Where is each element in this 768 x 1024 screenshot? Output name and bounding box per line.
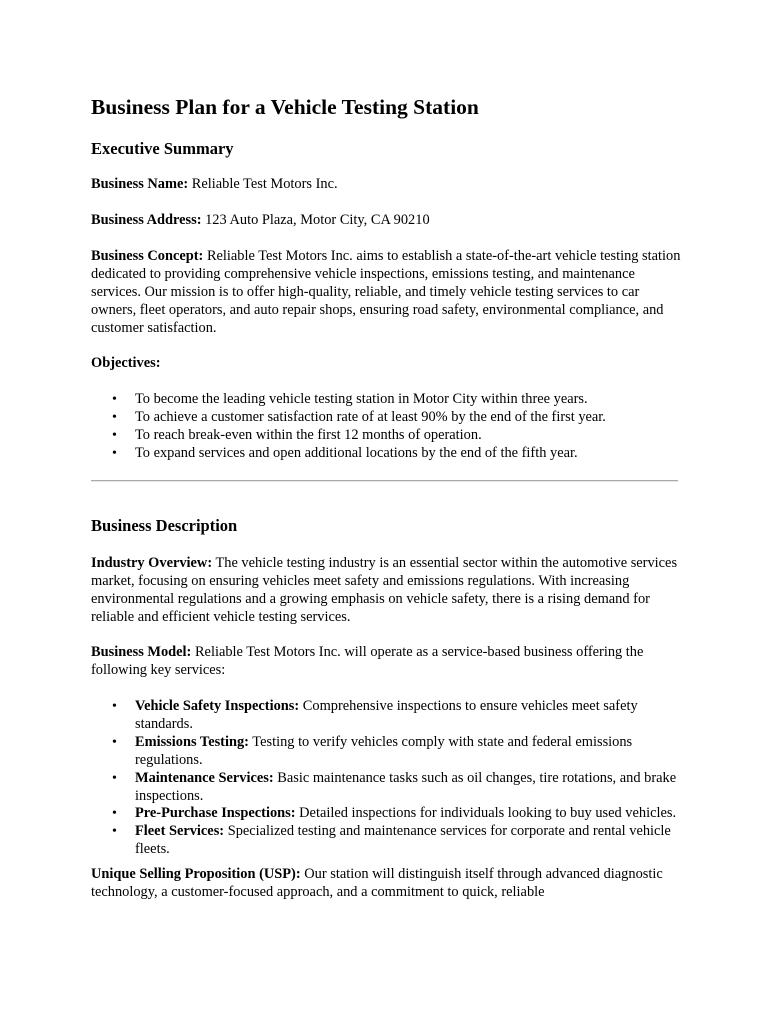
list-item [91, 823, 681, 859]
objective-text: To reach break-even within the first 12 months of operation. [135, 426, 482, 443]
bullet-icon: • [112, 445, 117, 461]
section-divider [91, 480, 678, 482]
service-label: Vehicle Safety Inspections: [135, 698, 300, 714]
objectives-heading [91, 355, 681, 373]
list-item [91, 427, 681, 445]
bullet-icon: • [112, 734, 117, 750]
service-label: Emissions Testing: [135, 733, 249, 750]
business-name-paragraph [91, 176, 681, 194]
business-description-heading: Business Description [91, 516, 238, 535]
bullet-icon: • [112, 770, 117, 786]
business-address-label: Business Address: [91, 212, 202, 228]
business-model-label: Business Model: [91, 644, 192, 660]
list-item [91, 445, 681, 463]
list-item [91, 734, 681, 770]
service-label: Pre-Purchase Inspections: [135, 805, 296, 822]
business-address-paragraph [91, 212, 681, 230]
business-concept-paragraph [91, 248, 681, 338]
bullet-icon: • [112, 392, 117, 407]
industry-overview-paragraph [91, 555, 681, 627]
business-model-paragraph [91, 644, 681, 680]
list-item [91, 805, 681, 823]
objective-text: To become the leading vehicle testing station in Motor City within three years. [135, 391, 588, 407]
objectives-list [91, 391, 681, 463]
list-item [91, 391, 681, 409]
service-text: Testing to verify vehicles comply with state and federal emissions regulations. [135, 733, 633, 768]
industry-overview-label: Industry Overview: [91, 555, 213, 571]
objective-text: To achieve a customer satisfaction rate of at least 90% by the end of the first year. [135, 408, 606, 425]
document-title: Business Plan for a Vehicle Testing Station [91, 95, 479, 119]
service-text: Comprehensive inspections to ensure vehicles meet safety standards. [135, 698, 638, 732]
services-list [91, 698, 681, 859]
service-text: Basic maintenance tasks such as oil changes, tire rotations, and brake inspections. [135, 769, 677, 804]
bullet-icon: • [112, 409, 117, 425]
service-label: Maintenance Services: [135, 769, 274, 786]
bullet-icon: • [112, 699, 117, 714]
usp-paragraph [91, 866, 681, 902]
business-concept-label: Business Concept: [91, 248, 204, 264]
business-concept-text: Reliable Test Motors Inc. aims to establish a state-of-the-art vehicle testing station dedicated to providing comprehensive vehicle inspections, emissions testing, and maintenance services. Our mission is to offer high-quality, reliable, and timely vehicle testing services to car owners, fleet operators, and auto repair shops, ensuring road safety, environmental compliance, and customer satisfaction. [91, 248, 681, 336]
service-text: Specialized testing and maintenance services for corporate and rental vehicle fleets. [135, 823, 671, 858]
business-name-value: Reliable Test Motors Inc. [188, 176, 338, 192]
objectives-label: Objectives: [91, 355, 161, 371]
bullet-icon: • [112, 427, 117, 443]
business-model-text: Reliable Test Motors Inc. will operate as a service-based business offering the following key services: [91, 644, 644, 678]
executive-summary-heading: Executive Summary [91, 139, 234, 158]
list-item [91, 698, 681, 734]
list-item [91, 409, 681, 427]
business-address-value: 123 Auto Plaza, Motor City, CA 90210 [201, 212, 430, 228]
service-label: Fleet Services: [135, 823, 225, 840]
bullet-icon: • [112, 824, 117, 840]
list-item [91, 770, 681, 806]
usp-label: Unique Selling Proposition (USP): [91, 866, 301, 882]
bullet-icon: • [112, 806, 117, 822]
business-name-label: Business Name: [91, 176, 189, 192]
objective-text: To expand services and open additional locations by the end of the fifth year. [135, 444, 578, 461]
industry-overview-text: The vehicle testing industry is an essential sector within the automotive services market, focusing on ensuring vehicles meet safety and emissions regulations. With increasing environmental regulations and a growing emphasis on vehicle safety, there is a rising demand for reliable and efficient vehicle testing services. [91, 555, 678, 625]
service-text: Detailed inspections for individuals looking to buy used vehicles. [295, 805, 677, 822]
usp-text: Our station will distinguish itself through advanced diagnostic technology, a customer-focused approach, and a commitment to quick, reliable [91, 866, 663, 900]
